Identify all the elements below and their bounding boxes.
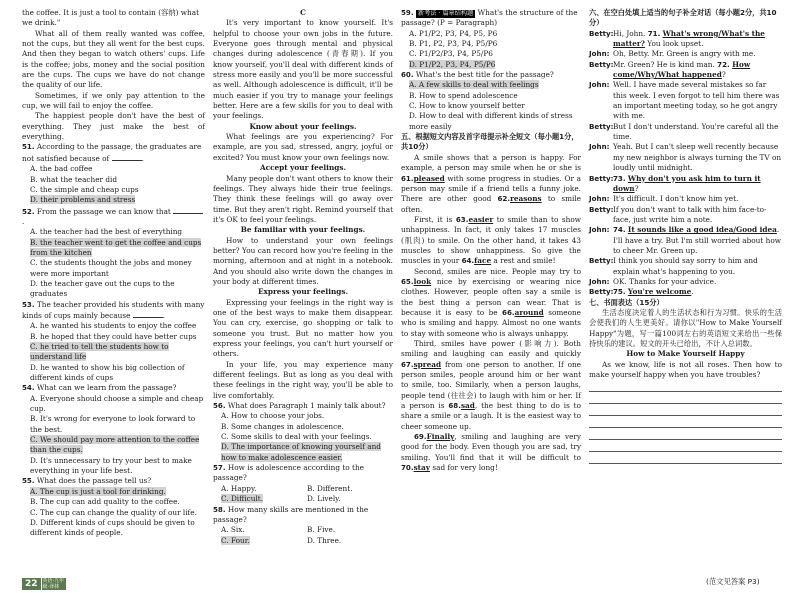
option-c[interactable]: C. The cup can change the quality of our life. bbox=[30, 507, 197, 517]
question-59 bbox=[401, 8, 581, 70]
question-stem: The teacher provided his students with many kinds of cups mainly because bbox=[22, 299, 205, 320]
question-51 bbox=[22, 142, 205, 205]
cloze-paragraph bbox=[401, 153, 581, 215]
dialogue-text bbox=[613, 194, 782, 204]
dialogue-line bbox=[589, 174, 782, 195]
cloze-text: to smile than to show unhappiness. In fact, it only takes 17 muscles (肌肉) to smile. On the other hand, it takes 43 muscles to show unhappiness. So give the muscles in your bbox=[401, 214, 581, 266]
dialogue-sentence: It's difficult. I don't know him yet. bbox=[613, 194, 739, 204]
dialogue-answer[interactable]: Why don't you ask him to turn it down bbox=[613, 173, 761, 193]
question-number: 54. bbox=[22, 383, 35, 393]
passage-b-paragraph: Sometimes, if we only pay attention to the cup, we will fail to enjoy the coffee. bbox=[22, 90, 205, 111]
question-stem: What does Paragraph 1 mainly talk about? bbox=[227, 401, 386, 411]
option-c[interactable]: C. the simple and cheap cups bbox=[30, 184, 139, 194]
cloze-paragraph bbox=[401, 267, 581, 339]
blank-68-answer[interactable]: sad bbox=[460, 401, 475, 411]
blank-number: 70. bbox=[401, 463, 414, 473]
cloze-text: from one person to another. If one person smiles, people around him or her want to smile, too. Similarly, when a person laughs, people tend (往往会) to laugh with him or her. If a person is bbox=[401, 359, 581, 411]
option-a[interactable]: A. Six. bbox=[221, 525, 245, 535]
dialogue-sentence: Yeah. But I can't sleep well recently because my new neighbor is always turning the TV on loudly until midnight. bbox=[613, 142, 782, 173]
dialogue-sentence: I think you should say sorry to him and explain what's happening to you. bbox=[613, 256, 758, 276]
option-d-selected[interactable]: D. The importance of knowing yourself and how to make adolescence easier. bbox=[221, 442, 381, 462]
option-a-selected[interactable]: A. A few skills to deal with feelings bbox=[409, 80, 539, 90]
cloze-paragraph bbox=[401, 215, 581, 267]
sample-answer-note: (范文见答案 P3) bbox=[706, 577, 760, 586]
speaker-name: John: bbox=[589, 276, 610, 286]
question-stem: How many skills are mentioned in the passage? bbox=[213, 504, 369, 524]
passage-b-paragraph: The happiest people don't have the best of everything. They just make the best of everything. bbox=[22, 111, 205, 142]
stem-end: . bbox=[141, 153, 144, 163]
blank-number: 62. bbox=[497, 194, 511, 204]
dialogue-line bbox=[589, 60, 782, 81]
dialogue-sentence-end: ? bbox=[721, 70, 726, 80]
section-5-heading: 五、根据短文内容及首字母提示补全短文（每小题1分，共10分） bbox=[401, 132, 579, 152]
speaker-name: Betty: bbox=[589, 287, 614, 297]
cloze-text: someone who is smiling and happy. Almost no one wants to stay with someone who is always unhappy. bbox=[401, 307, 582, 338]
dialogue bbox=[589, 29, 782, 298]
question-58 bbox=[213, 505, 393, 546]
question-stem: What's the structure of the passage? (P = Paragraph) bbox=[401, 8, 578, 28]
speaker-name: Betty: bbox=[589, 59, 614, 69]
blank-number: 72. bbox=[717, 59, 730, 69]
dialogue-line bbox=[589, 122, 782, 143]
passage-b-end: the coffee. It is just a tool to contain (容纳) what we drink." bbox=[22, 8, 200, 28]
cloze-text: a rest and smile! bbox=[493, 256, 556, 266]
answer-blank bbox=[133, 310, 166, 320]
answer-blank bbox=[112, 153, 142, 161]
dialogue-text bbox=[613, 29, 782, 50]
option-b[interactable]: B. he hoped that they could have better cups bbox=[30, 331, 197, 341]
column-2 bbox=[213, 8, 393, 546]
option-a[interactable]: A. the teacher had the best of everything bbox=[30, 227, 183, 237]
question-number: 53. bbox=[22, 299, 35, 309]
dialogue-line bbox=[589, 29, 782, 50]
cloze-text: , the best thing to do is to share a smile or a laugh. It is the easiest way to cheer someone up. bbox=[401, 401, 581, 431]
option-a[interactable]: A. P1/P2, P3, P4, P5, P6 bbox=[409, 28, 498, 38]
dialogue-text bbox=[613, 174, 782, 195]
writing-line[interactable] bbox=[589, 428, 782, 440]
cloze-text: A smile shows that a person is happy. For example, a person may smile when he or she is bbox=[401, 152, 581, 173]
question-57 bbox=[213, 463, 393, 504]
option-d[interactable]: D. Three. bbox=[307, 535, 342, 545]
speaker-name: Betty: bbox=[589, 121, 614, 131]
blank-62-answer[interactable]: reasons bbox=[510, 194, 542, 204]
question-number: 56. bbox=[213, 401, 226, 411]
book-label: 英语·九年级·译林 bbox=[42, 578, 65, 590]
question-number: 58. bbox=[213, 504, 226, 514]
blank-number: 69. bbox=[414, 432, 427, 442]
dialogue-line bbox=[589, 142, 782, 173]
passage-c-paragraph: What feelings are you experiencing? For example, are you sad, stressed, angry, joyful or excited? You must know your own feelings now. bbox=[213, 132, 393, 162]
blank-number: 71. bbox=[647, 28, 661, 38]
column-3 bbox=[401, 8, 581, 473]
writing-line[interactable] bbox=[589, 452, 782, 464]
dialogue-line bbox=[589, 49, 782, 59]
option-c[interactable]: C. the students thought the jobs and money were more important bbox=[30, 258, 192, 278]
question-stem: What can we learn from the passage? bbox=[36, 383, 177, 393]
dialogue-line bbox=[589, 205, 782, 226]
passage-c-paragraph: Many people don't want others to know their feelings. They always hide their true feelings. They think these feelings will go away over time. But they aren't right. Remind yourself that it's OK to feel your feelings. bbox=[213, 173, 393, 224]
dialogue-line bbox=[589, 80, 782, 121]
option-d[interactable]: D. the teacher gave out the cups to the graduates bbox=[30, 278, 175, 299]
option-d[interactable]: D. How to deal with different kinds of stress more easily bbox=[409, 111, 573, 131]
question-53 bbox=[22, 300, 205, 384]
option-c-selected[interactable]: C. he tried to tell the students how to understand life bbox=[30, 342, 169, 362]
stem-end: . bbox=[22, 216, 25, 226]
blank-number: 75. bbox=[613, 287, 626, 297]
question-55 bbox=[22, 476, 205, 538]
question-stem: What's the best title for the passage? bbox=[415, 70, 554, 80]
blank-number: 64. bbox=[461, 256, 475, 266]
speaker-name: Betty: bbox=[589, 204, 614, 214]
blank-66-answer[interactable]: around bbox=[514, 307, 544, 317]
dialogue-text bbox=[613, 205, 782, 226]
blank-64-answer[interactable]: face bbox=[474, 256, 492, 266]
blank-number: 73. bbox=[613, 173, 626, 183]
blank-number: 61. bbox=[401, 173, 414, 183]
dialogue-sentence: If you don't want to talk with him face-to-face, just write him a note. bbox=[613, 204, 767, 224]
column-1 bbox=[22, 8, 205, 539]
dialogue-sentence-end: You look upset. bbox=[644, 39, 704, 49]
cloze-paragraph bbox=[401, 432, 581, 473]
column-4 bbox=[589, 8, 782, 464]
cloze-text: nice by exercising or wearing nice clothes. However, people often say a smile is the best thing a person can wear. That is because it is easy to be bbox=[401, 276, 581, 317]
question-number: 59. bbox=[401, 8, 414, 17]
writing-line[interactable] bbox=[589, 392, 782, 404]
dialogue-sentence: But I don't understand. You're careful all the time. bbox=[613, 121, 779, 142]
dialogue-sentence: Well. I have made several mistakes so far this week. I even forgot to tell him there was an important meeting today, so he got angry with me. bbox=[613, 80, 780, 121]
speaker-name: Betty: bbox=[589, 28, 614, 38]
option-d-selected[interactable]: D. P1/P2, P3, P4, P5/P6 bbox=[409, 59, 496, 69]
passage-c-title: C bbox=[300, 8, 306, 17]
question-56 bbox=[213, 401, 393, 463]
question-number: 60. bbox=[401, 70, 414, 80]
question-stem: From the passage we can know that bbox=[36, 206, 171, 216]
question-54 bbox=[22, 383, 205, 476]
writing-prompt: 生活态度决定着人的生活状态和行为习惯。快乐的生活会使我们的人生更美好。请你以"How to Make Yourself Happy"为题，写一篇100词左右的英语短文来给出一些保持快乐的建议。短文的开头已给出，不计入总词数。 bbox=[589, 307, 782, 348]
writing-line[interactable] bbox=[589, 440, 782, 452]
option-b[interactable]: B. How to spend adolescence bbox=[409, 90, 518, 100]
dialogue-text bbox=[613, 225, 782, 256]
answer-blank bbox=[173, 206, 203, 214]
speaker-name: John: bbox=[589, 80, 610, 90]
blank-63-answer[interactable]: easier bbox=[468, 214, 494, 224]
speaker-name: Betty: bbox=[589, 256, 614, 266]
dialogue-sentence: Mr. Green? He is kind man. bbox=[613, 59, 715, 69]
option-a[interactable]: A. he wanted his students to enjoy the coffee bbox=[30, 321, 197, 331]
question-number: 51. bbox=[22, 142, 35, 152]
stem-end: . bbox=[162, 310, 166, 320]
blank-number: 65. bbox=[401, 276, 414, 286]
dialogue-sentence: Hi, John. bbox=[613, 28, 646, 38]
option-a[interactable]: A. How to choose your jobs. bbox=[221, 411, 325, 421]
cloze-text: sad for very long! bbox=[432, 463, 498, 473]
option-a[interactable]: A. Everyone should choose a simple and cheap cup. bbox=[30, 393, 204, 414]
option-b[interactable]: B. Some changes in adolescence. bbox=[221, 421, 344, 431]
passage-b-paragraph: What all of them really wanted was coffee, not the cups, but they all went for the best cups. And then they began to watch others' cups. Life is the coffee; jobs, money and the social position are the cups. The cups we have do not change the quality of our life. bbox=[22, 28, 205, 90]
cloze-paragraph bbox=[401, 339, 581, 432]
dialogue-sentence-end: ? bbox=[634, 183, 639, 193]
passage-c-paragraph: How to understand your own feelings better? You can record how you're feeling in the morning, afternoon and at night in a notebook. And you should also write down the changes in your body at different times. bbox=[213, 235, 393, 286]
option-d[interactable]: D. It's unnecessary to try your best to make everything in your life best. bbox=[30, 455, 192, 476]
passage-c-paragraph: Expressing your feelings in the right way is one of the best ways to make them disappear. You can cry, exercise, go shopping or talk to someone you trust. But no matter how you express your feelings, you can't hurt yourself or others. bbox=[213, 297, 393, 359]
dialogue-text bbox=[613, 142, 782, 173]
writing-line[interactable] bbox=[589, 404, 782, 416]
option-c[interactable]: C. P1/P2/P3, P4, P5/P6 bbox=[409, 49, 493, 59]
writing-line[interactable] bbox=[589, 380, 782, 392]
section-6-heading: 六、在空白处填上适当的句子补全对话（每小题2分，共10分） bbox=[589, 8, 777, 28]
option-b[interactable]: B. P1, P2, P3, P4, P5/P6 bbox=[409, 39, 498, 49]
option-b-selected[interactable]: B. the teacher went to get the coffee and cups from the kitchen bbox=[30, 237, 202, 257]
passage-c-paragraph: In your life, you may experience many different feelings. But as long as you deal with these feelings in the right way, you'll be able to live comfortably. bbox=[213, 359, 393, 400]
blank-number: 63. bbox=[455, 214, 469, 224]
dialogue-line bbox=[589, 287, 782, 297]
question-52 bbox=[22, 206, 205, 300]
blank-70-answer[interactable]: stay bbox=[413, 463, 431, 473]
dialogue-line bbox=[589, 225, 782, 256]
option-b[interactable]: B. Five. bbox=[307, 525, 336, 535]
essay-opening: As we know, life is not all roses. Then how to make yourself happy when you have troubles? bbox=[589, 359, 782, 380]
blank-61-answer[interactable]: pleased bbox=[413, 173, 445, 183]
speaker-name: John: bbox=[589, 142, 610, 152]
question-stem: What does the passage tell us? bbox=[36, 476, 152, 486]
subheading: Be familiar with your feelings. bbox=[240, 225, 366, 235]
essay-title: How to Make Yourself Happy bbox=[626, 349, 745, 359]
page-footer bbox=[22, 578, 66, 590]
dialogue-sentence-end: . I'll have a try. But I'm still worried about how to cheer Mr. Green up. bbox=[613, 225, 781, 255]
cloze-text: Second, smiles are nice. People may try to bbox=[414, 266, 581, 276]
option-d[interactable]: D. he wanted to show his big collection of different kinds of cups bbox=[30, 362, 185, 383]
blank-65-answer[interactable]: look bbox=[413, 276, 432, 286]
subheading: Know about your feelings. bbox=[249, 121, 357, 131]
speaker-name: John: bbox=[589, 194, 610, 204]
dialogue-text bbox=[613, 287, 782, 297]
dialogue-text bbox=[613, 277, 782, 287]
option-b[interactable]: B. what the teacher did bbox=[30, 174, 118, 184]
blank-67-answer[interactable]: spread bbox=[413, 359, 442, 369]
option-d-selected[interactable]: D. their problems and stress bbox=[30, 195, 136, 205]
dialogue-answer[interactable]: You're welcome bbox=[627, 287, 692, 297]
dialogue-text bbox=[613, 256, 782, 277]
option-a[interactable]: A. Happy. bbox=[221, 483, 257, 493]
question-stem: How is adolescence according to the passage? bbox=[213, 463, 364, 483]
dialogue-answer[interactable]: What's wrong/What's the matter? bbox=[613, 28, 765, 49]
dialogue-answer[interactable]: How come/Why/What happened bbox=[613, 59, 751, 80]
dialogue-sentence-end: . bbox=[691, 287, 694, 297]
option-c-selected[interactable]: C. Four. bbox=[221, 535, 250, 545]
writing-line[interactable] bbox=[589, 416, 782, 428]
cloze-text: First, it is bbox=[414, 214, 453, 224]
speaker-name: John: bbox=[589, 225, 610, 235]
dialogue-answer[interactable]: It sounds like a good idea/Good idea bbox=[627, 225, 777, 235]
option-a-selected[interactable]: A. The cup is just a tool for drinking. bbox=[30, 486, 166, 496]
cloze-text: , smiling and laughing are very good for the body. Even though you are sad, try smiling. You'll find that it will be difficult to bbox=[401, 432, 581, 462]
option-d[interactable]: D. Different kinds of cups should be given to different kinds of people. bbox=[30, 517, 195, 538]
dialogue-line bbox=[589, 277, 782, 287]
cloze-text: with some progress in studies. Or a person may smile if a friend tells a funny joke. There are other good bbox=[401, 173, 581, 204]
dialogue-text bbox=[613, 49, 782, 59]
option-a[interactable]: A. the bad coffee bbox=[30, 164, 93, 174]
dialogue-line bbox=[589, 194, 782, 204]
blank-number: 67. bbox=[401, 359, 414, 369]
cloze-text: to smile often. bbox=[401, 194, 581, 214]
option-d[interactable]: D. Lively. bbox=[307, 494, 341, 504]
dialogue-sentence: Oh, Betty. Mr. Green is angry with me. bbox=[613, 49, 756, 59]
speaker-name: John: bbox=[589, 49, 610, 59]
dialogue-text bbox=[613, 122, 782, 143]
new-question-type-badge: 新考法 · 篇章结构题 bbox=[417, 10, 474, 17]
blank-number: 66. bbox=[502, 307, 515, 317]
question-number: 55. bbox=[22, 476, 35, 486]
blank-69-answer[interactable]: Finally bbox=[426, 432, 455, 442]
option-b[interactable]: B. The cup can add quality to the coffee. bbox=[30, 497, 180, 507]
option-c-selected[interactable]: C. We should pay more attention to the coffee than the cups. bbox=[30, 435, 200, 455]
question-60 bbox=[401, 70, 581, 132]
question-number: 52. bbox=[22, 206, 35, 216]
option-c-selected[interactable]: C. Difficult. bbox=[221, 494, 264, 504]
option-c[interactable]: C. Some skills to deal with your feelings. bbox=[221, 432, 372, 442]
dialogue-line bbox=[589, 256, 782, 277]
subheading: Express your feelings. bbox=[257, 287, 349, 297]
subheading: Accept your feelings. bbox=[259, 163, 347, 173]
option-b[interactable]: B. Different. bbox=[307, 483, 353, 493]
dialogue-text bbox=[613, 80, 782, 121]
option-c[interactable]: C. How to know yourself better bbox=[409, 101, 525, 111]
question-stem: According to the passage, the graduates are not satisfied because of bbox=[22, 142, 202, 163]
blank-number: 74. bbox=[613, 225, 626, 235]
option-b[interactable]: B. It's wrong for everyone to look forward to the best. bbox=[30, 414, 196, 434]
question-number: 57. bbox=[213, 463, 226, 473]
speaker-name: Betty: bbox=[589, 173, 614, 183]
passage-c-paragraph: It's very important to know yourself. It's helpful to choose your own jobs in the future. Everyone goes through mental and physical changes during adolescence (青春期). If you know yourself, you'll deal with different kinds of stress more easily and you'll be more successful as well. Although adolescence is difficult, it'll be much easier if you try to manage your feelings better. Here are a few skills for you to deal with your feelings. bbox=[213, 18, 393, 121]
cloze-text: Third, smiles have power (影响力). Both smiling and laughing can easily and quickly bbox=[401, 339, 581, 359]
section-7-heading: 七、书面表达（15分） bbox=[589, 297, 664, 307]
page-number: 22 bbox=[22, 578, 41, 590]
dialogue-text bbox=[613, 60, 782, 81]
dialogue-sentence: OK. Thanks for your advice. bbox=[613, 276, 717, 286]
blank-number: 68. bbox=[448, 401, 461, 411]
